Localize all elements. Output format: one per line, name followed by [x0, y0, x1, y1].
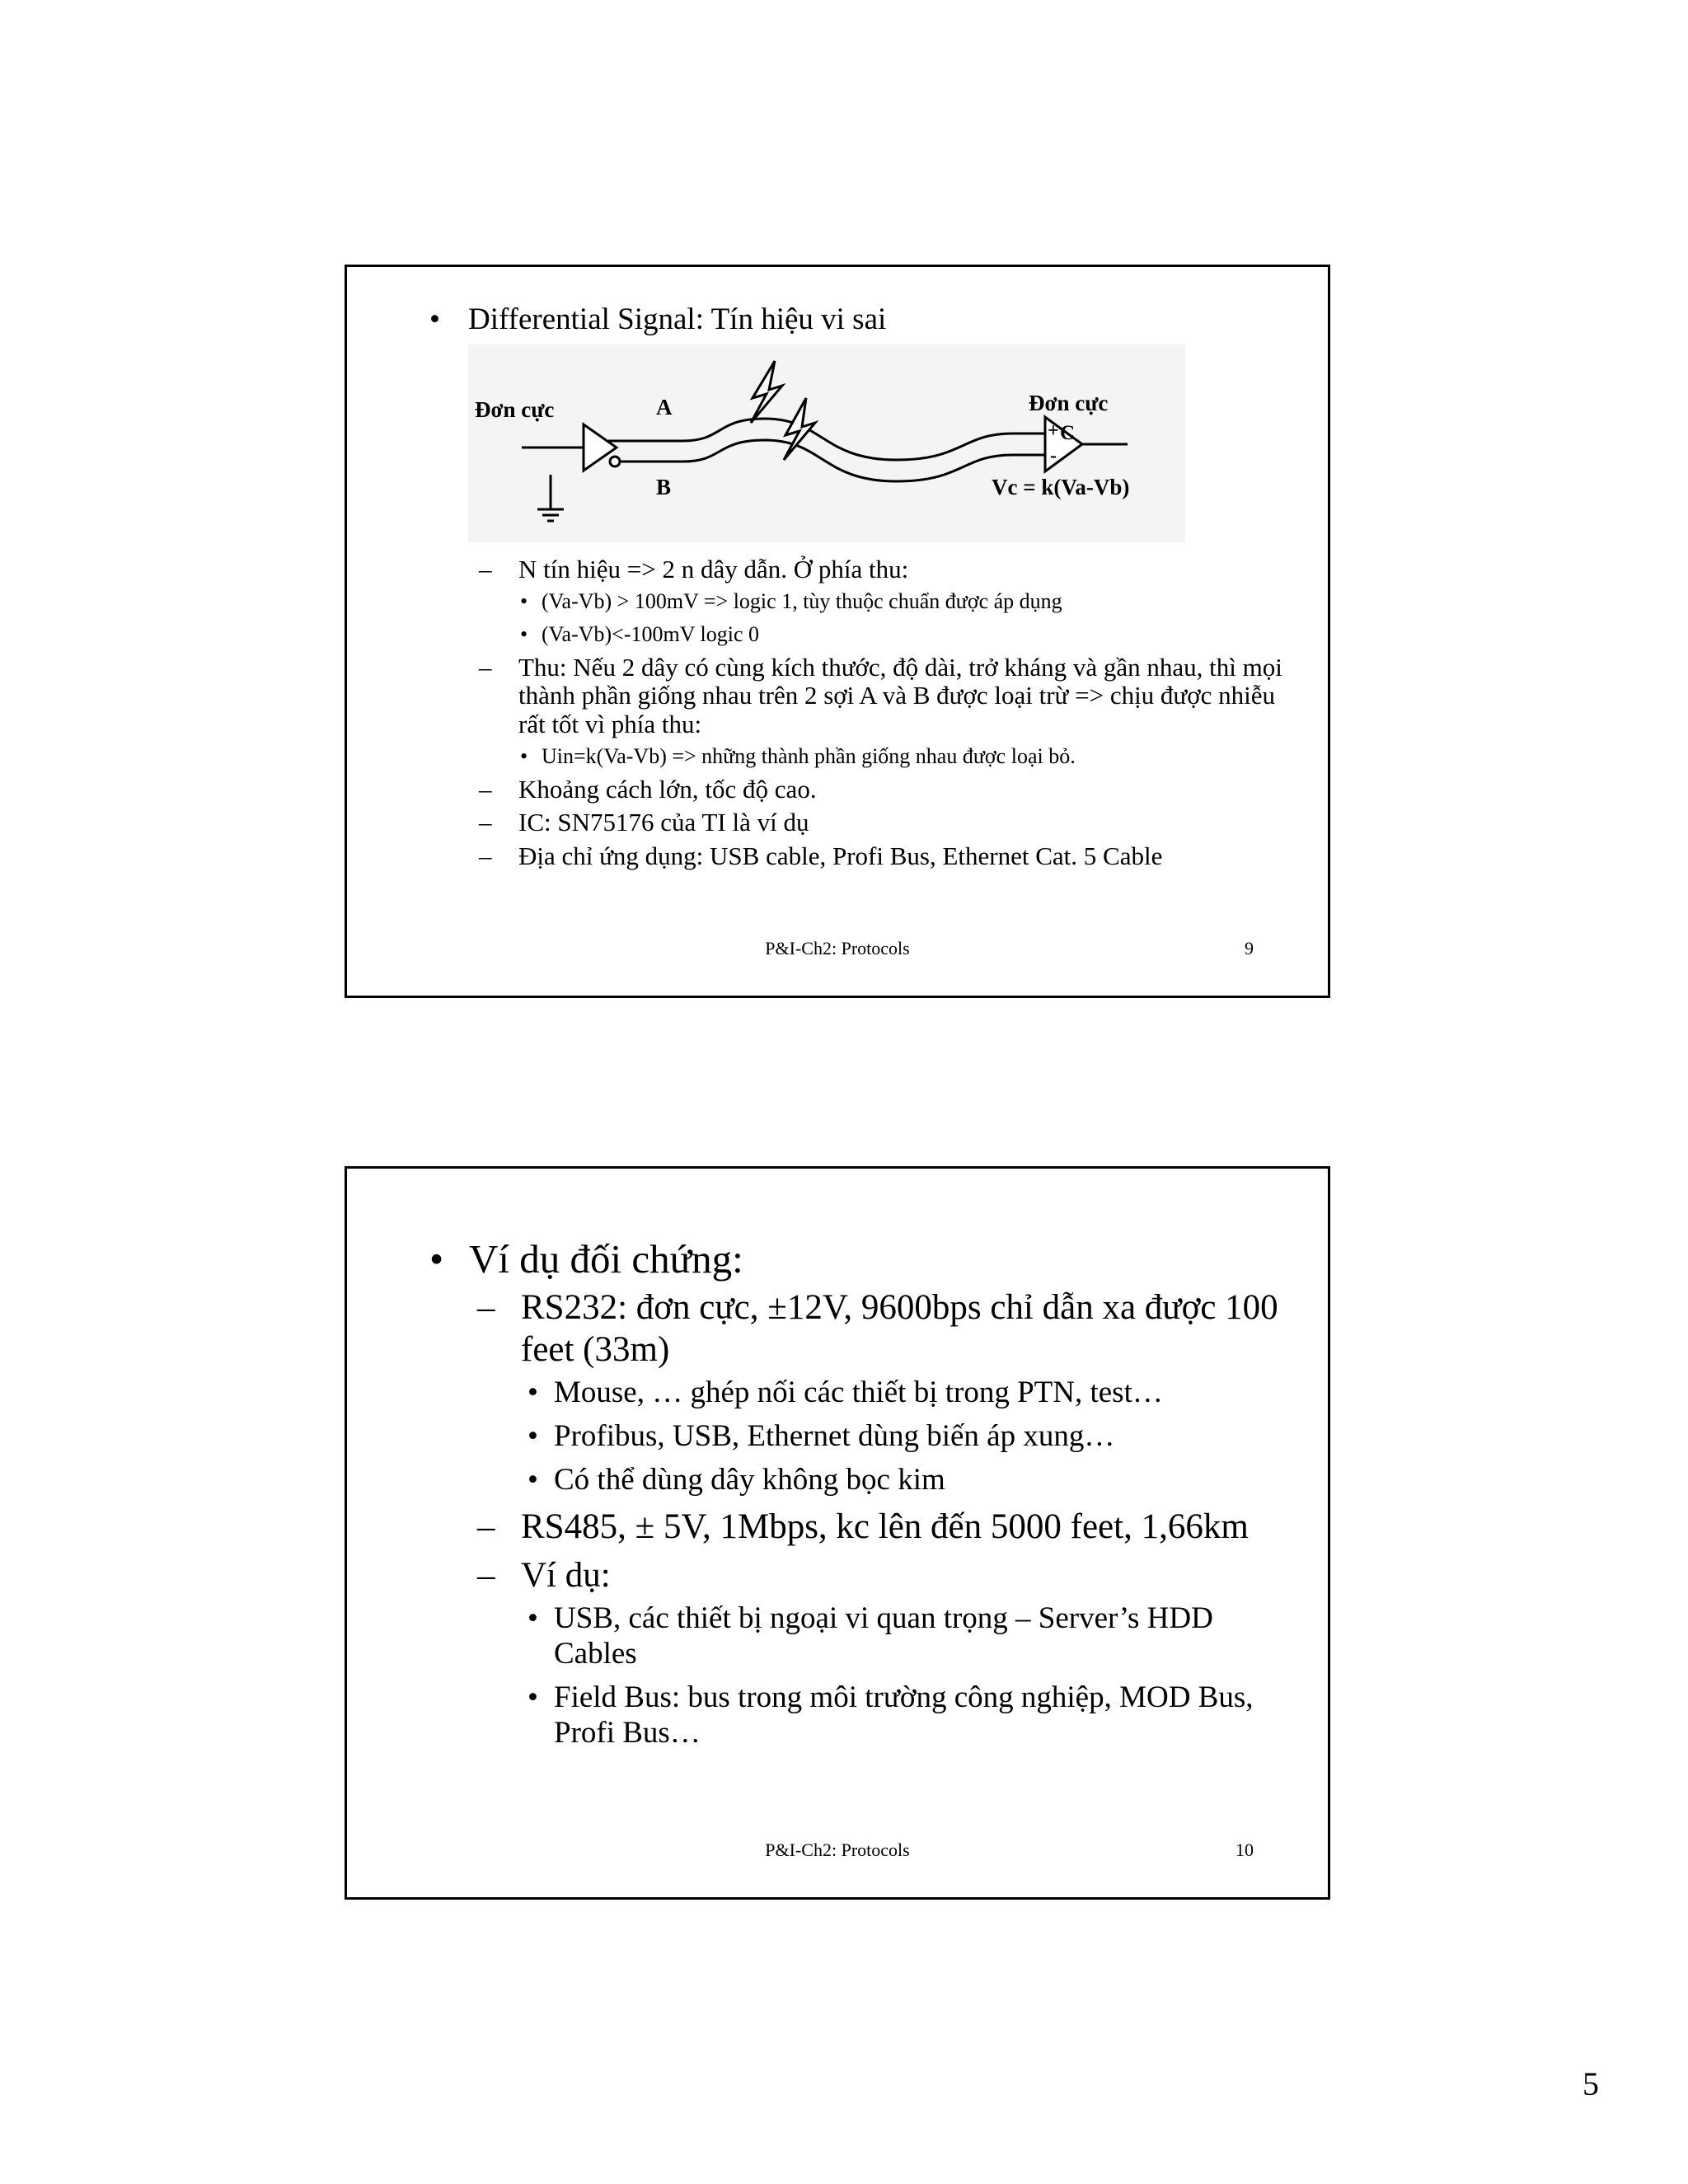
- list-item: – Ví dụ: • USB, các thiết bị ngoại vi quan trọng – Server’s HDD Cables • Field Bus: bus trong môi trường công nghiệp, MOD Bus, Profi Bus…: [477, 1555, 1303, 1751]
- sub-sub-list: [520, 588, 1303, 649]
- slide-heading: • Differential Signal: Tín hiệu vi sai Đơn cực A B + - Đơn cực C Vc = k(Va-Vb) – N tín hiệu => 2 n dây dẫn. Ở phía thu: • (Va-Vb) > 100mV => logic 1, tùy thuộc chuẩn được áp dụng • (Va-Vb)<-100mV logic 0 – Thu: Nếu 2 dây có cùng kích thước, độ dài, trở kháng và gần nhau, thì mọi thành phần giống nhau trên 2 sợi A và B được loại trừ => chịu được nhiễu rất tốt vì phía thu: • Uin=k(Va-Vb) => những thành phần giống nhau được loại bỏ. – Khoảng cách lớn, tốc độ cao. – IC: SN75176 của TI là ví dụ – Địa chỉ ứng dụng: USB cable, Profi Bus, Ethernet Cat. 5 Cable: [429, 302, 1303, 871]
- sub-list: [477, 1287, 1303, 1751]
- footer-title: P&I-Ch2: Protocols: [765, 1840, 910, 1860]
- left-label: Đơn cực: [475, 397, 555, 423]
- list-item: • (Va-Vb)<-100mV logic 0: [520, 621, 1303, 649]
- sub-list: [479, 555, 1303, 870]
- list-item: – RS232: đơn cực, ±12V, 9600bps chỉ dẫn xa được 100 feet (33m) • Mouse, … ghép nối các thiết bị trong PTN, test… • Profibus, USB, Ethernet dùng biến áp xung… • Có thể dùng dây không bọc kim: [477, 1287, 1303, 1498]
- footer-title: P&I-Ch2: Protocols: [765, 938, 910, 958]
- list-item: • (Va-Vb) > 100mV => logic 1, tùy thuộc chuẩn được áp dụng: [520, 588, 1303, 616]
- slide-10: [345, 1166, 1330, 1900]
- slide-content: [429, 1235, 1303, 1760]
- differential-signal-diagram: [468, 344, 1185, 542]
- list-item: • Profibus, USB, Ethernet dùng biến áp xung…: [528, 1419, 1303, 1455]
- slide-footer: [347, 938, 1328, 963]
- slide-number: 10: [1236, 1840, 1254, 1860]
- sub-sub-list: [520, 743, 1303, 771]
- list-item: – Khoảng cách lớn, tốc độ cao.: [479, 776, 1303, 804]
- bullet-list: [429, 302, 1303, 871]
- list-item: – IC: SN75176 của TI là ví dụ: [479, 808, 1303, 837]
- list-item: • USB, các thiết bị ngoại vi quan trọng – Server’s HDD Cables: [528, 1601, 1303, 1672]
- label-c: C: [1060, 422, 1076, 445]
- slide-content: [429, 302, 1303, 871]
- list-item: • Field Bus: bus trong môi trường công nghiệp, MOD Bus, Profi Bus…: [528, 1680, 1303, 1751]
- sub-sub-list: [528, 1376, 1303, 1498]
- inverter-bubble-icon: [610, 457, 620, 466]
- slide-footer: [347, 1840, 1328, 1864]
- list-item: • Mouse, … ghép nối các thiết bị trong PTN, test…: [528, 1376, 1303, 1411]
- label-b: B: [656, 475, 672, 500]
- list-item: • Uin=k(Va-Vb) => những thành phần giống nhau được loại bỏ.: [520, 743, 1303, 771]
- right-label: Đơn cực: [1029, 391, 1109, 416]
- plus-sign: +: [1048, 420, 1059, 443]
- list-item: – Thu: Nếu 2 dây có cùng kích thước, độ dài, trở kháng và gần nhau, thì mọi thành phần giống nhau trên 2 sợi A và B được loại trừ => chịu được nhiễu rất tốt vì phía thu: • Uin=k(Va-Vb) => những thành phần giống nhau được loại bỏ.: [479, 654, 1303, 771]
- sub-sub-list: [528, 1601, 1303, 1751]
- minus-sign: -: [1050, 445, 1057, 467]
- bullet-list: [429, 1235, 1303, 1751]
- list-item: – N tín hiệu => 2 n dây dẫn. Ở phía thu: • (Va-Vb) > 100mV => logic 1, tùy thuộc chuẩn được áp dụng • (Va-Vb)<-100mV logic 0: [479, 555, 1303, 648]
- page-number: 5: [1582, 2065, 1599, 2102]
- slide-9: [345, 265, 1330, 998]
- slide-number: 9: [1245, 938, 1254, 958]
- list-item: – RS485, ± 5V, 1Mbps, kc lên đến 5000 feet, 1,66km: [477, 1507, 1303, 1549]
- list-item: – Địa chỉ ứng dụng: USB cable, Profi Bus, Ethernet Cat. 5 Cable: [479, 842, 1303, 871]
- list-item: • Có thể dùng dây không bọc kim: [528, 1463, 1303, 1498]
- slide-heading: • Ví dụ đối chứng: – RS232: đơn cực, ±12V, 9600bps chỉ dẫn xa được 100 feet (33m) • Mouse, … ghép nối các thiết bị trong PTN, test… • Profibus, USB, Ethernet dùng biến áp xung… • Có thể dùng dây không bọc kim – RS485, ± 5V, 1Mbps, kc lên đến 5000 feet, 1,66km – Ví dụ: • USB, các thiết bị ngoại vi quan trọng – Server’s HDD Cables • Field Bus: bus trong môi trường công nghiệp, MOD Bus, Profi Bus…: [429, 1235, 1303, 1751]
- label-a: A: [656, 395, 673, 420]
- formula-label: Vc = k(Va-Vb): [992, 475, 1130, 500]
